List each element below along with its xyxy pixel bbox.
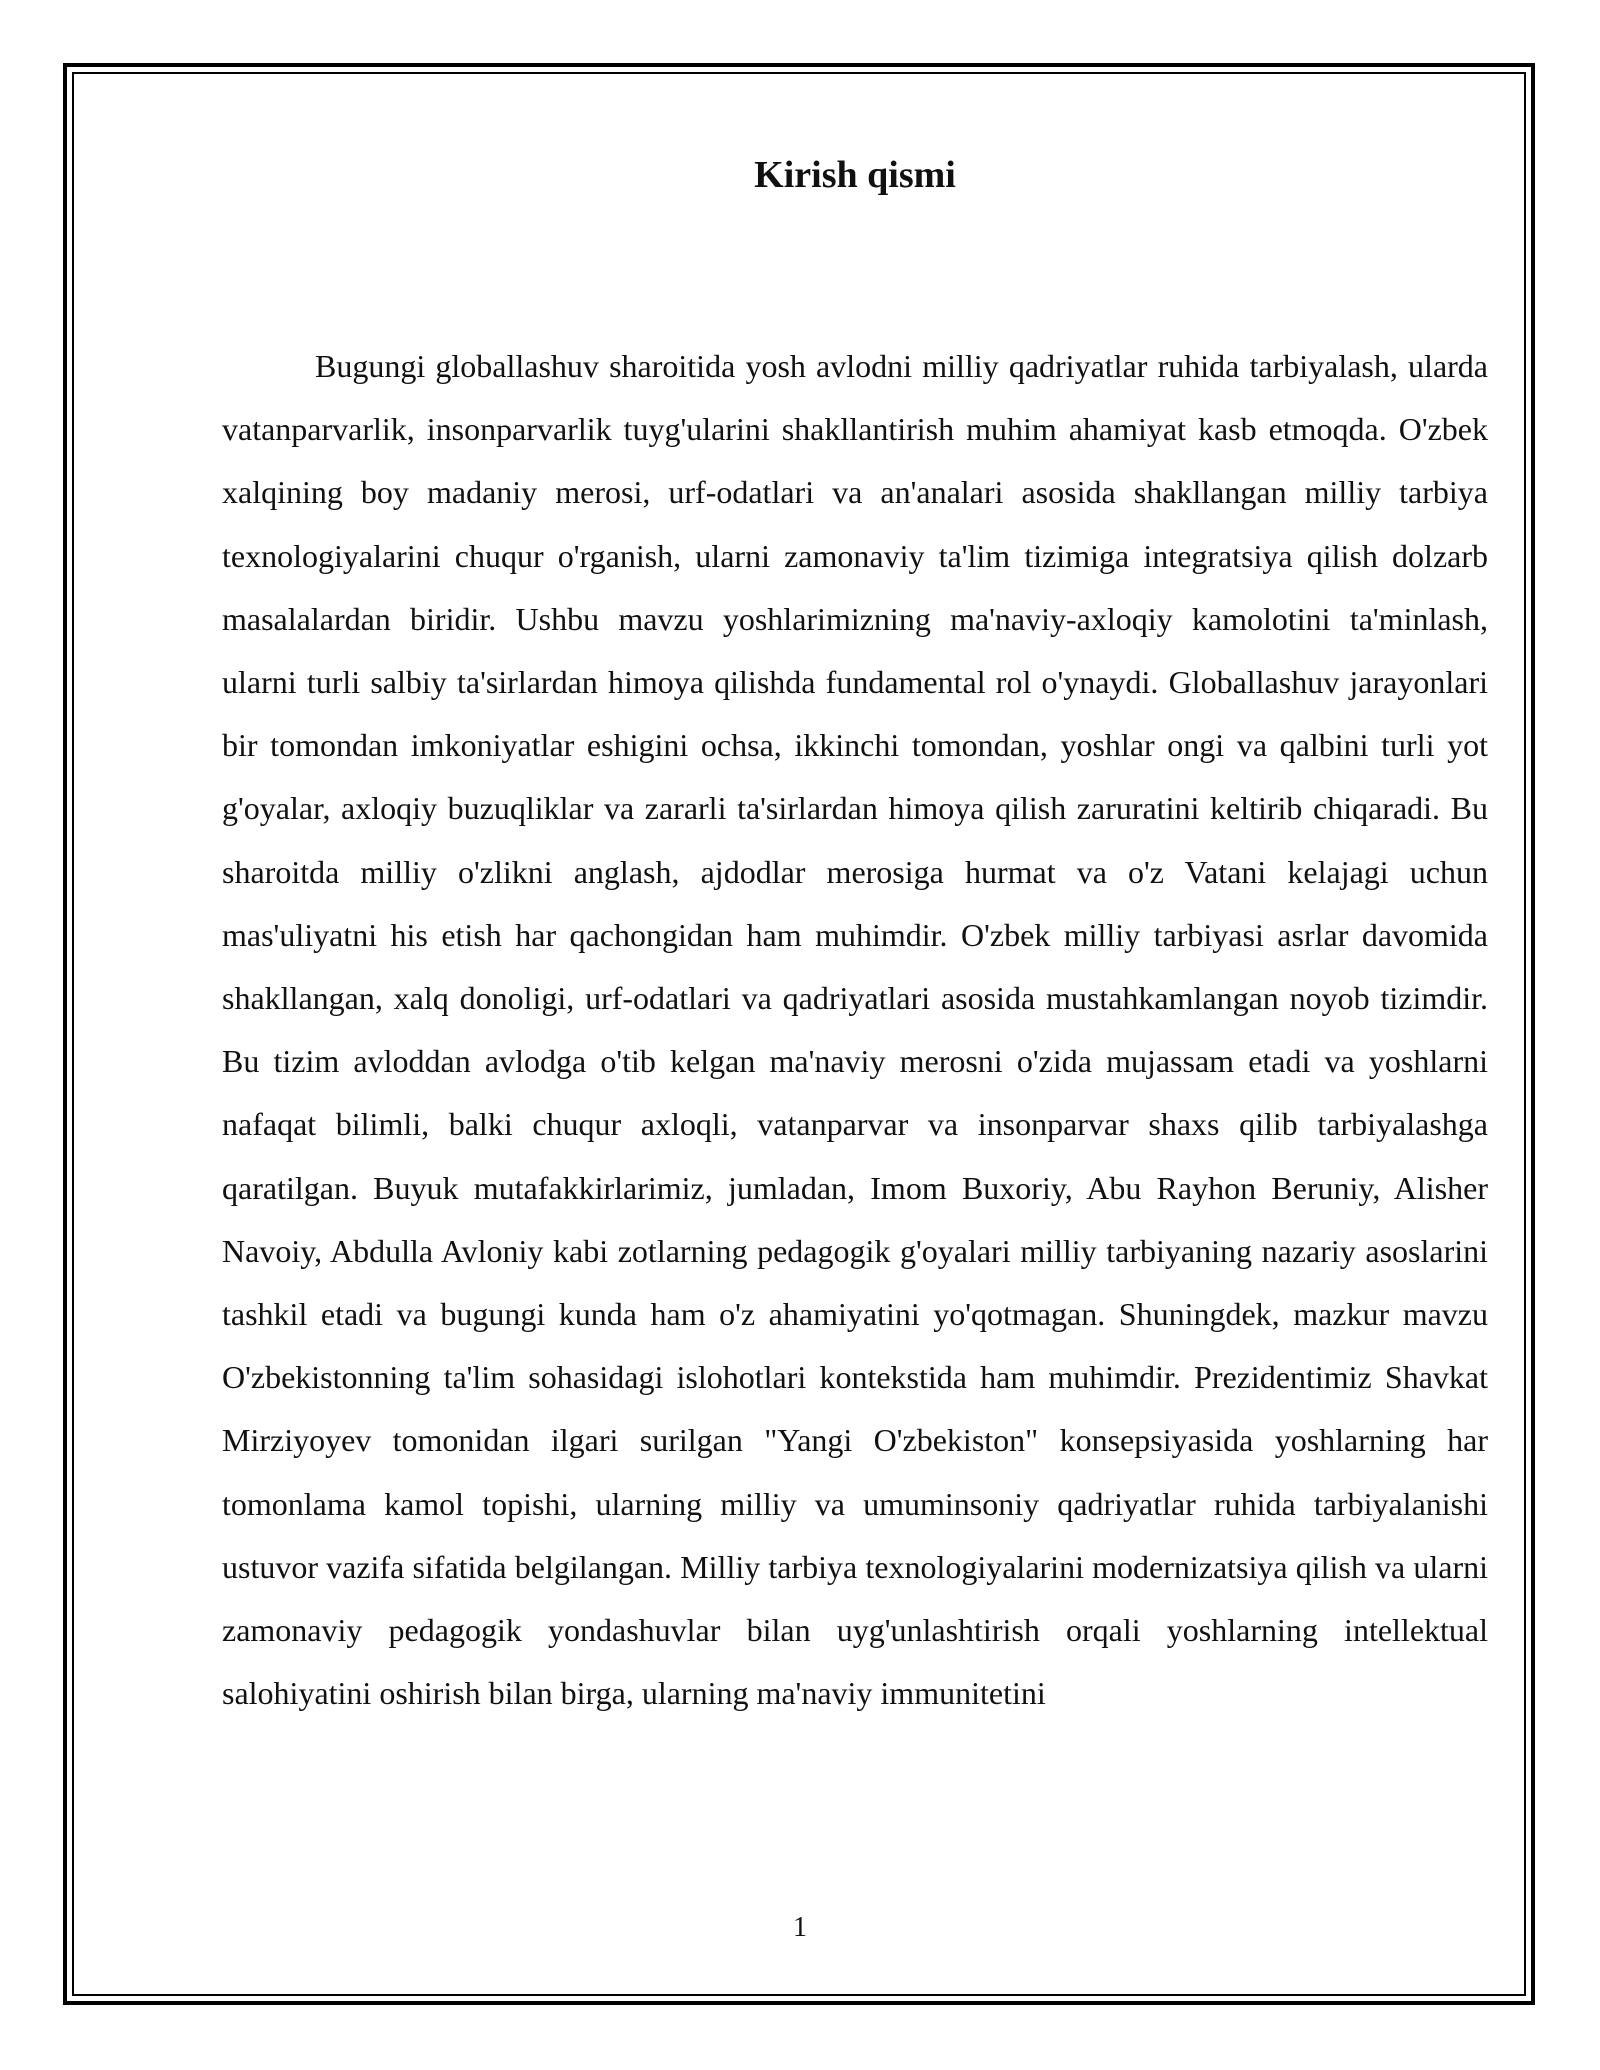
page-content [222,140,1488,1725]
page-number: 1 [793,1912,807,1943]
body-paragraph: Bugungi globallashuv sharoitida yosh avlodni milliy qadriyatlar ruhida tarbiyalash, ularda vatanparvarlik, insonparvarlik tuyg'ularini shakllantirish muhim ahamiyat kasb etmoqda. O'zbek xalqining boy madaniy merosi, urf-odatlari va an'analari asosida shakllangan milliy tarbiya texnologiyalarini chuqur o'rganish, ularni zamonaviy ta'lim tizimiga integratsiya qilish dolzarb masalalardan biridir. Ushbu mavzu yoshlarimizning ma'naviy-axloqiy kamolotini ta'minlash, ularni turli salbiy ta'sirlardan himoya qilishda fundamental rol o'ynaydi. Globallashuv jarayonlari bir tomondan imkoniyatlar eshigini ochsa, ikkinchi tomondan, yoshlar ongi va qalbini turli yot g'oyalar, axloqiy buzuqliklar va zararli ta'sirlardan himoya qilish zaruratini keltirib chiqaradi. Bu sharoitda milliy o'zlikni anglash, ajdodlar merosiga hurmat va o'z Vatani kelajagi uchun mas'uliyatni his etish har qachongidan ham muhimdir. O'zbek milliy tarbiyasi asrlar davomida shakllangan, xalq donoligi, urf-odatlari va qadriyatlari asosida mustahkamlangan noyob tizimdir. Bu tizim avloddan avlodga o'tib kelgan ma'naviy merosni o'zida mujassam etadi va yoshlarni nafaqat bilimli, balki chuqur axloqli, vatanparvar va insonparvar shaxs qilib tarbiyalashga qaratilgan. Buyuk mutafakkirlarimiz, jumladan, Imom Buxoriy, Abu Rayhon Beruniy, Alisher Navoiy, Abdulla Avloniy kabi zotlarning pedagogik g'oyalari milliy tarbiyaning nazariy asoslarini tashkil etadi va bugungi kunda ham o'z ahamiyatini yo'qotmagan. Shuningdek, mazkur mavzu O'zbekistonning ta'lim sohasidagi islohotlari kontekstida ham muhimdir. Prezidentimiz Shavkat Mirziyoyev tomonidan ilgari surilgan "Yangi O'zbekiston" konsepsiyasida yoshlarning har tomonlama kamol topishi, ularning milliy va umuminsoniy qadriyatlar ruhida tarbiyalanishi ustuvor vazifa sifatida belgilangan. Milliy tarbiya texnologiyalarini modernizatsiya qilish va ularni zamonaviy pedagogik yondashuvlar bilan uyg'unlashtirish orqali yoshlarning intellektual salohiyatini oshirish bilan birga, ularning ma'naviy immunitetini [222,348,1488,1712]
page-title: Kirish qismi [754,154,956,196]
